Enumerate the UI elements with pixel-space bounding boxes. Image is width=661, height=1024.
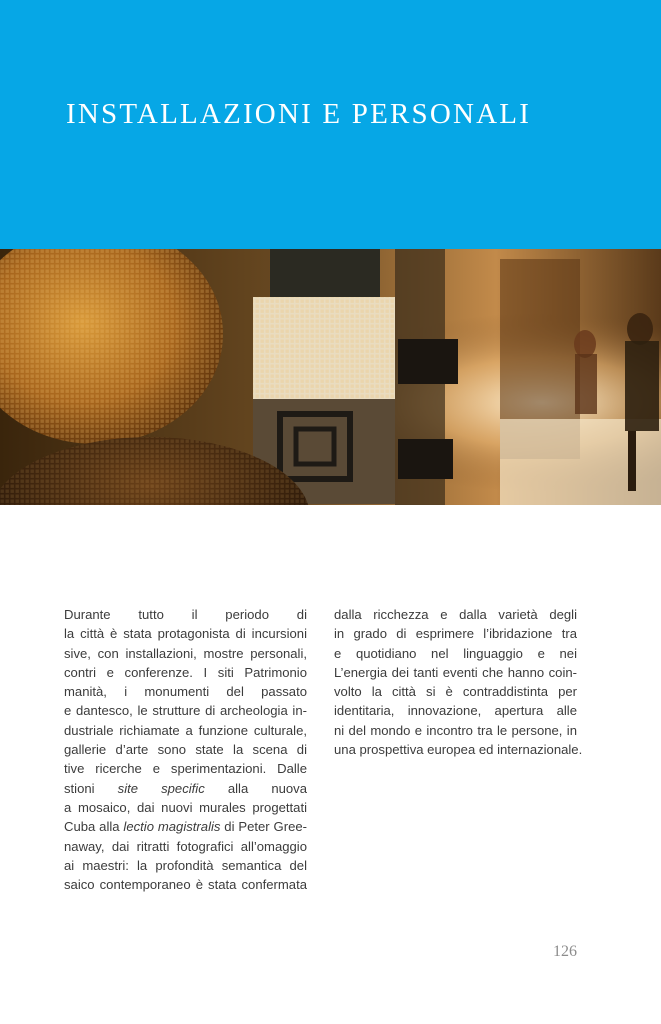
text-line: gallerie d’arte sono state la scena di: [64, 742, 307, 758]
text-line: in grado di esprimere l’ibridazione tra: [334, 626, 577, 642]
text-line: naway, dai ritratti fotografici all’omaggio: [64, 838, 307, 854]
text-line: a mosaico, dai nuovi murales progettati: [64, 799, 307, 815]
text-line-post: alla nuova: [227, 780, 307, 796]
body-column-left: [64, 605, 307, 894]
text-line: sive, con installazioni, mostre personali,: [64, 645, 307, 661]
text-line: dalla ricchezza e dalla varietà degli: [334, 607, 577, 622]
text-line: manità, i monumenti del passato: [64, 684, 307, 700]
text-line: ai maestri: la profondità semantica del: [64, 857, 307, 873]
page-number: 126: [553, 943, 577, 960]
emphasis-text: lectio magistralis: [123, 819, 221, 835]
text-line: contri e conferenze. I siti Patrimonio: [64, 664, 307, 680]
header-band: [0, 0, 661, 249]
text-line: [64, 817, 307, 836]
body-column-right: [334, 605, 583, 759]
text-line: la città è stata protagonista di incursioni: [64, 626, 307, 642]
text-line: identitaria, innovazione, apertura alle: [334, 703, 577, 719]
text-line: una prospettiva europea ed internazionale.: [334, 742, 583, 758]
text-line: ni del mondo e incontro tra le persone, in: [334, 722, 577, 738]
header-photo: [0, 249, 661, 505]
photo-mosaic-installation-icon: [0, 249, 661, 505]
text-line: [64, 779, 307, 798]
page-title: INSTALLAZIONI E PERSONALI: [66, 98, 532, 130]
text-line: saico contemporaneo è stata confermata: [64, 877, 307, 893]
text-line: Durante tutto il periodo di: [64, 607, 307, 622]
text-line: e dantesco, le strutture di archeologia in-: [64, 703, 307, 719]
emphasis-text: site specific: [117, 780, 205, 796]
text-line: e quotidiano nel linguaggio e nei: [334, 645, 577, 661]
text-line: tive ricerche e sperimentazioni. Dalle: [64, 761, 307, 777]
text-line-pre: Cuba alla: [64, 819, 124, 835]
text-line-pre: stioni: [64, 780, 118, 796]
text-line: dustriale richiamate a funzione culturale,: [64, 722, 307, 738]
text-line-post: di Peter Gree-: [220, 819, 307, 835]
text-line: L’energia dei tanti eventi che hanno coin-: [334, 664, 577, 680]
text-line: volto la città si è contraddistinta per: [334, 684, 577, 700]
